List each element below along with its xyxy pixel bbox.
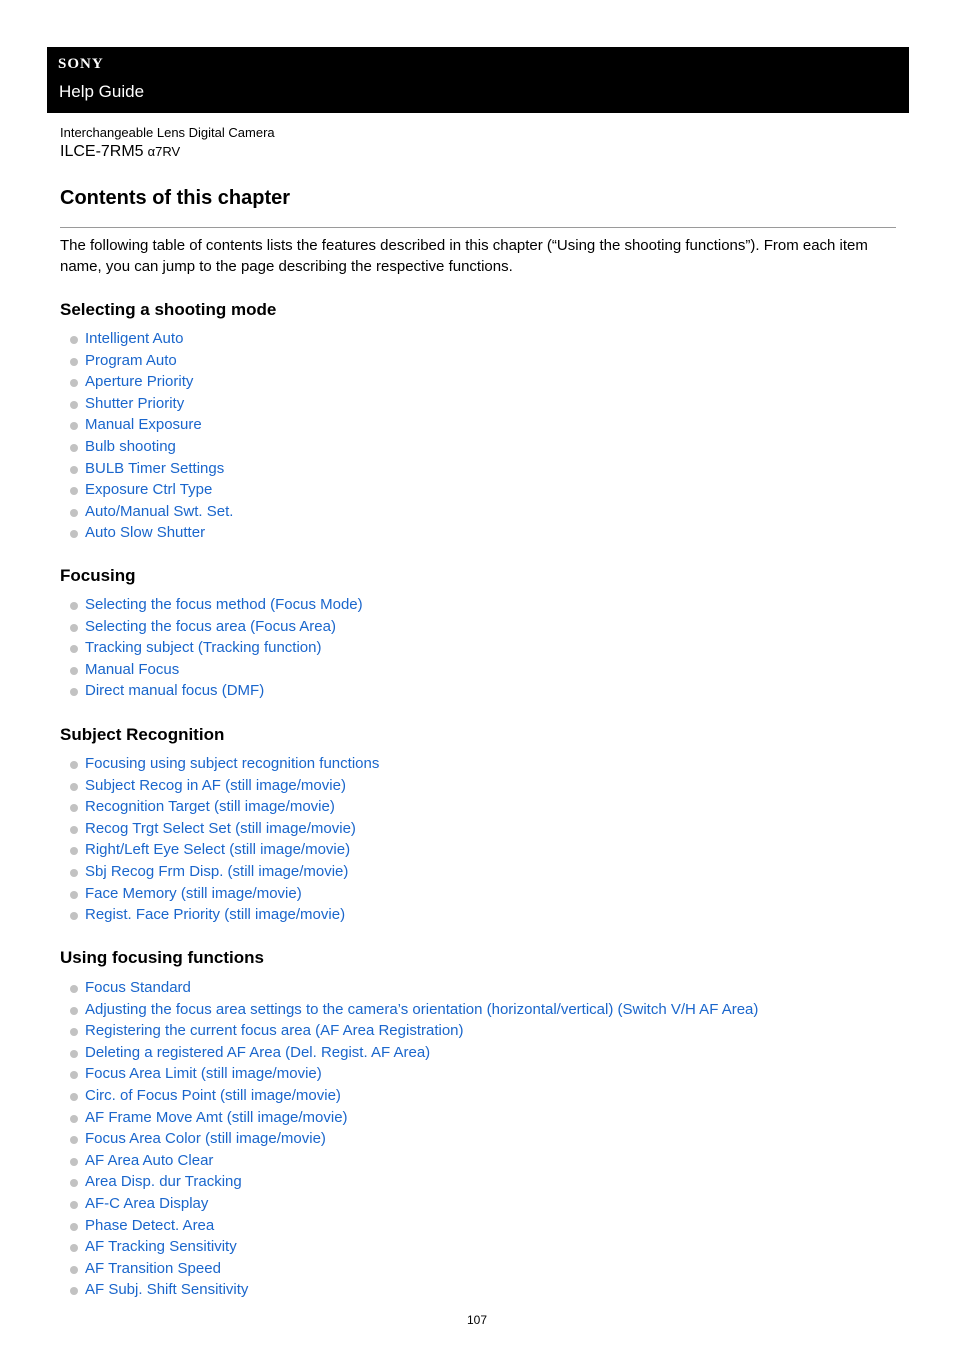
toc-link[interactable]: Bulb shooting — [85, 437, 176, 455]
section-list-focusing-functions — [70, 977, 758, 1301]
list-item — [70, 458, 233, 480]
section-list-subject-recognition — [70, 753, 379, 926]
toc-link[interactable]: Program Auto — [85, 351, 177, 369]
bullet-icon — [70, 336, 78, 344]
bullet-icon — [70, 826, 78, 834]
list-item — [70, 775, 379, 797]
toc-link[interactable]: Manual Exposure — [85, 416, 202, 434]
list-item — [70, 839, 379, 861]
list-item — [70, 818, 379, 840]
bullet-icon — [70, 1136, 78, 1144]
list-item — [70, 594, 363, 616]
toc-link[interactable]: Tracking subject (Tracking function) — [85, 639, 322, 657]
toc-link[interactable]: Selecting the focus area (Focus Area) — [85, 617, 336, 635]
list-item — [70, 904, 379, 926]
section-list-focusing — [70, 594, 363, 702]
toc-link[interactable]: AF Frame Move Amt (still image/movie) — [85, 1108, 348, 1126]
list-item — [70, 1258, 758, 1280]
page-title: Contents of this chapter — [60, 187, 291, 209]
toc-link[interactable]: Regist. Face Priority (still image/movie) — [85, 906, 346, 924]
header-banner — [47, 47, 909, 113]
bullet-icon — [70, 624, 78, 632]
bullet-icon — [70, 1287, 78, 1295]
toc-link[interactable]: AF Area Auto Clear — [85, 1151, 214, 1169]
list-item — [70, 1193, 758, 1215]
intro-paragraph: The following table of contents lists the features described in this chapter (“Using the shooting functions”). From each item name, you can jump to the page describing the respective functions. — [60, 237, 868, 275]
list-item — [70, 1279, 758, 1301]
toc-link[interactable]: Circ. of Focus Point (still image/movie) — [85, 1086, 341, 1104]
bullet-icon — [70, 667, 78, 675]
list-item — [70, 1020, 758, 1042]
bullet-icon — [70, 466, 78, 474]
bullet-icon — [70, 444, 78, 452]
bullet-icon — [70, 1050, 78, 1058]
toc-link[interactable]: Subject Recog in AF (still image/movie) — [85, 776, 346, 794]
toc-link[interactable]: Intelligent Auto — [85, 330, 184, 347]
bullet-icon — [70, 847, 78, 855]
toc-link[interactable]: Selecting the focus method (Focus Mode) — [85, 596, 363, 613]
toc-link[interactable]: AF Transition Speed — [85, 1259, 221, 1277]
toc-link[interactable]: Sbj Recog Frm Disp. (still image/movie) — [85, 862, 349, 880]
list-item — [70, 479, 233, 501]
list-item — [70, 1107, 758, 1129]
list-item — [70, 393, 233, 415]
list-item — [70, 1236, 758, 1258]
list-item — [70, 371, 233, 393]
section-heading-focusing-functions: Using focusing functions — [60, 948, 264, 967]
bullet-icon — [70, 1179, 78, 1187]
toc-link[interactable]: Recognition Target (still image/movie) — [85, 798, 335, 816]
toc-link[interactable]: Auto/Manual Swt. Set. — [85, 502, 234, 520]
list-item — [70, 616, 363, 638]
model-alias: α7RV — [147, 144, 181, 159]
bullet-icon — [70, 1115, 78, 1123]
model-name — [60, 143, 180, 161]
bullet-icon — [70, 1028, 78, 1036]
toc-link[interactable]: Right/Left Eye Select (still image/movie) — [85, 841, 351, 859]
bullet-icon — [70, 1071, 78, 1079]
list-item — [70, 1150, 758, 1172]
bullet-icon — [70, 422, 78, 430]
list-item — [70, 328, 233, 350]
toc-link[interactable]: Exposure Ctrl Type — [85, 481, 213, 499]
section-heading-subject-recognition: Subject Recognition — [60, 725, 225, 744]
toc-link[interactable]: Deleting a registered AF Area (Del. Regist. AF Area) — [85, 1043, 431, 1061]
toc-link[interactable]: Focus Standard — [85, 979, 191, 996]
list-item — [70, 1215, 758, 1237]
bullet-icon — [70, 379, 78, 387]
bullet-icon — [70, 985, 78, 993]
list-item — [70, 522, 233, 544]
bullet-icon — [70, 761, 78, 769]
bullet-icon — [70, 869, 78, 877]
list-item — [70, 796, 379, 818]
toc-link[interactable]: Aperture Priority — [85, 373, 194, 391]
toc-link[interactable]: Manual Focus — [85, 660, 180, 678]
list-item — [70, 1128, 758, 1150]
bullet-icon — [70, 530, 78, 538]
bullet-icon — [70, 1093, 78, 1101]
list-item — [70, 414, 233, 436]
toc-link[interactable]: Adjusting the focus area settings to the camera’s orientation (horizontal/vertical) (Switch V/H AF Area) — [85, 1000, 759, 1018]
toc-link[interactable]: Shutter Priority — [85, 394, 185, 412]
bullet-icon — [70, 783, 78, 791]
list-item — [70, 659, 363, 681]
toc-link[interactable]: Direct manual focus (DMF) — [85, 682, 265, 700]
toc-link[interactable]: Phase Detect. Area — [85, 1216, 215, 1234]
list-item — [70, 501, 233, 523]
bullet-icon — [70, 401, 78, 409]
bullet-icon — [70, 912, 78, 920]
bullet-icon — [70, 602, 78, 610]
bullet-icon — [70, 509, 78, 517]
toc-link[interactable]: AF Tracking Sensitivity — [85, 1238, 237, 1256]
list-item — [70, 861, 379, 883]
bullet-icon — [70, 1223, 78, 1231]
list-item — [70, 680, 363, 702]
list-item — [70, 753, 379, 775]
section-heading-shooting-mode: Selecting a shooting mode — [60, 300, 277, 319]
toc-link[interactable]: AF-C Area Display — [85, 1194, 209, 1212]
list-item — [70, 1042, 758, 1064]
list-item — [70, 1171, 758, 1193]
toc-link[interactable]: BULB Timer Settings — [85, 459, 225, 477]
section-list-shooting-mode — [70, 328, 233, 544]
list-item — [70, 999, 758, 1021]
toc-link[interactable]: Focus Area Limit (still image/movie) — [85, 1065, 322, 1083]
toc-link[interactable]: Recog Trgt Select Set (still image/movie) — [85, 819, 356, 837]
page-number: 107 — [466, 1313, 488, 1327]
bullet-icon — [70, 804, 78, 812]
product-type: Interchangeable Lens Digital Camera — [60, 125, 275, 140]
bullet-icon — [70, 1244, 78, 1252]
bullet-icon — [70, 1158, 78, 1166]
bullet-icon — [70, 1266, 78, 1274]
toc-link[interactable]: Registering the current focus area (AF Area Registration) — [85, 1022, 464, 1040]
sony-logo: SONY — [58, 56, 104, 72]
toc-link[interactable]: AF Subj. Shift Sensitivity — [85, 1281, 249, 1299]
model-number: ILCE-7RM5 — [60, 143, 144, 160]
section-heading-focusing: Focusing — [60, 566, 136, 585]
help-guide-title: Help Guide — [59, 82, 145, 101]
bullet-icon — [70, 487, 78, 495]
list-item — [70, 637, 363, 659]
toc-link[interactable]: Area Disp. dur Tracking — [85, 1173, 242, 1191]
list-item — [70, 977, 758, 999]
list-item — [70, 1085, 758, 1107]
bullet-icon — [70, 358, 78, 366]
toc-link[interactable]: Focusing using subject recognition functions — [85, 755, 380, 772]
bullet-icon — [70, 645, 78, 653]
bullet-icon — [70, 688, 78, 696]
list-item — [70, 350, 233, 372]
toc-link[interactable]: Face Memory (still image/movie) — [85, 884, 302, 902]
bullet-icon — [70, 891, 78, 899]
bullet-icon — [70, 1201, 78, 1209]
bullet-icon — [70, 1007, 78, 1015]
list-item — [70, 1063, 758, 1085]
toc-link[interactable]: Auto Slow Shutter — [85, 524, 206, 542]
title-divider — [60, 227, 896, 228]
list-item — [70, 436, 233, 458]
list-item — [70, 883, 379, 905]
toc-link[interactable]: Focus Area Color (still image/movie) — [85, 1130, 326, 1148]
